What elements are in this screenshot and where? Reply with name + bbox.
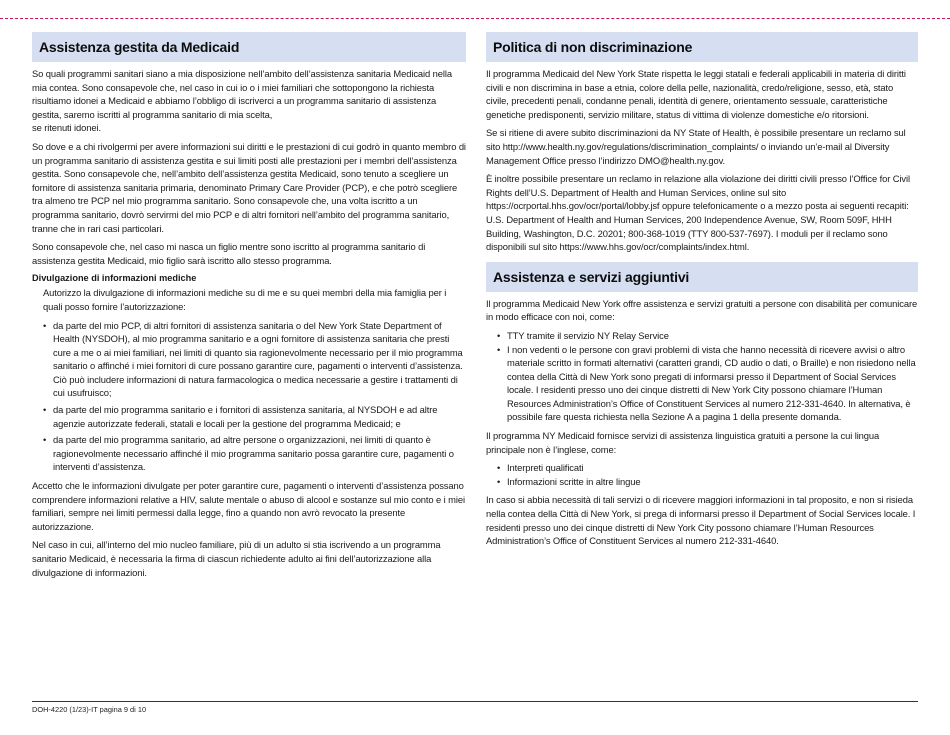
bullet-icon: • (43, 404, 47, 416)
list-item-text: da parte del mio programma sanitario e i fornitori di assistenza sanitaria, al NYSDOH e ad altre agenzie autorizzate federali, statali e locali per la gestione del programma Medicaid; e (53, 404, 438, 429)
list-item (32, 433, 466, 474)
left-column (32, 32, 466, 584)
paragraph-disability-services: Il programma Medicaid New York offre assistenza e servizi gratuiti a persone con disabilità per comunicare in modo efficace con noi, come: (486, 297, 918, 323)
language-bullet-list (486, 461, 918, 488)
bullet-icon: • (497, 462, 501, 474)
paragraph-pcp: So dove e a chi rivolgermi per avere informazioni sui diritti e le prestazioni di cui godrò in quanto membro di un programma sanitario di assistenza gestita e sui limiti posti alle prestazioni per i membri dell’assistenza gestita. Sono consapevole che, nell’ambito dell’assistenza gestita Medicaid, sono tenuto a scegliere un fornitore di assistenza sanitaria primaria, denominato Primary Care Provider (PCP), e che potrò scegliere tra almeno tre PCP nel mio programma sanitario. Sono consapevole che, una volta iscritto a un programma sanitario, dovrò servirmi del mio PCP e di altri fornitori nell’ambito del programma sanitario, tranne che in rari casi particolari. (32, 140, 466, 234)
paragraph-adult-signatures: Nel caso in cui, all’interno del mio nucleo familiare, più di un adulto si stia iscrivendo a un programma sanitario Medicaid, è necessaria la firma di ciascun richiedente adulto ai fini dell’autorizzazione alla divulgazione di informazioni. (32, 539, 441, 578)
list-item (486, 461, 918, 475)
disclosure-bullet-list (32, 319, 466, 475)
bullet-icon: • (497, 475, 501, 487)
paragraph-authorize: Autorizzo la divulgazione di informazioni mediche su di me e su quei membri della mia famiglia per i quali posso fornire l’autorizzazione: (43, 287, 447, 312)
list-item-text: da parte del mio PCP, di altri fornitori di assistenza sanitaria o del New York State Department of Health (NYSDOH), al mio programma sanitario e a ogni fornitore di assistenza sanitaria che presti cure a me o ai miei familiari, nei limiti di quanto sia ragionevolmente necessario per il mio programma sanitario o affinché i miei fornitori di cure possano garantire cure, pagamenti o interventi d’assistenza. Ciò può includere informazioni di natura farmacologica o medica necessarie a gestire i trattamenti di cui usufruisco; (53, 319, 463, 399)
list-item (32, 319, 466, 401)
list-item-text: Informazioni scritte in altre lingue (507, 475, 641, 487)
list-item (32, 403, 466, 430)
list-item (486, 329, 918, 343)
top-dashed-rule (0, 18, 950, 19)
paragraph-hiv-consent: Accetto che le informazioni divulgate per poter garantire cure, pagamenti o interventi d’assistenza possano comprendere informazioni relative a HIV, salute mentale o abuso di alcool e sostanze sul mio conto e i miei familiari, sempre nei limiti permessi dalla legge, fino a quando non avrò revocato la presente autorizzazione. (32, 480, 465, 532)
paragraph-nondiscrimination: Il programma Medicaid del New York State rispetta le leggi statali e federali applicabili in materia di diritti civili e non discrimina in base a etnia, colore della pelle, nazionalità, credo/religione, sesso, età, stato civile, precedenti penali, condanne penali, identità di genere, orientamento sessuale, caratteristiche genetiche predisponenti, servizio militare, status di vittima di violenze domestiche e/o ritorsioni. (486, 68, 906, 120)
right-column (486, 32, 918, 553)
paragraph-health-plans (32, 67, 466, 135)
subheading-medical-disclosure: Divulgazione di informazioni mediche (32, 273, 197, 284)
paragraph-more-info: In caso si abbia necessità di tali servizi o di ricevere maggiori informazioni in tal proposito, e non si risieda nella contea della Città di New York, si prega di informarsi presso il Department of Social Services locale. I residenti presso uno dei cinque distretti di New York City possono chiamare l’Human Resources Administration’s Office of Constituent Services al numero 212-331-4640. (486, 494, 916, 547)
disability-bullet-list (486, 329, 918, 424)
bullet-icon: • (43, 319, 47, 331)
paragraph-complaint-ocr: È inoltre possibile presentare un reclamo in relazione alla violazione dei diritti civili presso l’Office for Civil Rights dell’U.S. Department of Health and Human Services, online sul sito https://ocrportal.hhs.gov/ocr/portal/lobby.jsf oppure telefonicamente o a mezzo posta ai seguenti recapiti: U.S. Department of Health and Human Services, 200 Independence Avenue, SW, Room 509F, HHH Building, Washington, D.C. 20201; 800-368-1019 (TTY 800-537-7697). I moduli per il reclamo sono disponibili sul sito https://www.hhs.gov/ocr/complaints/index.html. (486, 173, 910, 253)
paragraph-complaint-nysoh: Se si ritiene di avere subito discriminazioni da NY State of Health, è possibile presentare un reclamo sul sito http://www.health.ny.gov/regulations/discrimination_complaints/ o inviando un’e-mail al Diversity Management Office presso l’indirizzo DMO@health.ny.gov. (486, 127, 906, 166)
section-heading-nondiscrimination: Politica di non discriminazione (486, 32, 918, 62)
bullet-icon: • (43, 434, 47, 446)
list-item (486, 343, 918, 425)
paragraph-health-plans-main: So quali programmi sanitari siano a mia disposizione nell’ambito dell’assistenza sanitaria Medicaid nella mia contea. Sono consapevole che, nel caso in cui io o i miei familiari che sottopongono la richiesta risultiamo idonei a Medicaid e abbiamo l’obbligo di iscriverci a un programma sanitario di assistenza gestita, saremo iscritti al programma sanitario di mia scelta, (32, 68, 452, 120)
section-heading-managed-care: Assistenza gestita da Medicaid (32, 32, 466, 62)
list-item (486, 475, 918, 489)
list-item-text: I non vedenti o le persone con gravi problemi di vista che hanno necessità di ricevere avvisi o altro materiale scritto in formati alternativi (caratteri grandi, CD audio o dati, o Braille) e non risiedono nella contea della Città di New York sono pregati di informarsi presso il Department of Social Services locale. I residenti presso uno dei cinque distretti di New York City possono chiamare l’Human Resources Administration’s Office of Constituent Services al numero 212-331-4640. In alternativa, è possibile fare questa richiesta nella Sezione A a pagina 1 della presente domanda. (507, 343, 916, 423)
section-heading-additional-services: Assistenza e servizi aggiuntivi (486, 262, 918, 292)
bullet-icon: • (497, 329, 501, 341)
list-item-text: da parte del mio programma sanitario, ad altre persone o organizzazioni, nei limiti di quanto è ragionevolmente necessario affinché il mio programma sanitario possa garantire cure, pagamenti o interventi d’assistenza. (53, 434, 454, 473)
paragraph-health-plans-end: se ritenuti idonei. (32, 122, 101, 134)
paragraph-language-services: Il programma NY Medicaid fornisce servizi di assistenza linguistica gratuiti a persone la cui lingua principale non è l’inglese, come: (486, 430, 880, 455)
paragraph-newborn: Sono consapevole che, nel caso mi nasca un figlio mentre sono iscritto al programma sanitario di assistenza gestita Medicaid, mio figlio sarà iscritto allo stesso programma. (32, 241, 426, 266)
list-item-text: Interpreti qualificati (507, 462, 584, 474)
bullet-icon: • (497, 343, 501, 355)
footer-rule (32, 701, 918, 702)
footer-form-number: DOH-4220 (1/23)-IT pagina 9 di 10 (32, 705, 147, 714)
list-item-text: TTY tramite il servizio NY Relay Service (507, 329, 669, 341)
